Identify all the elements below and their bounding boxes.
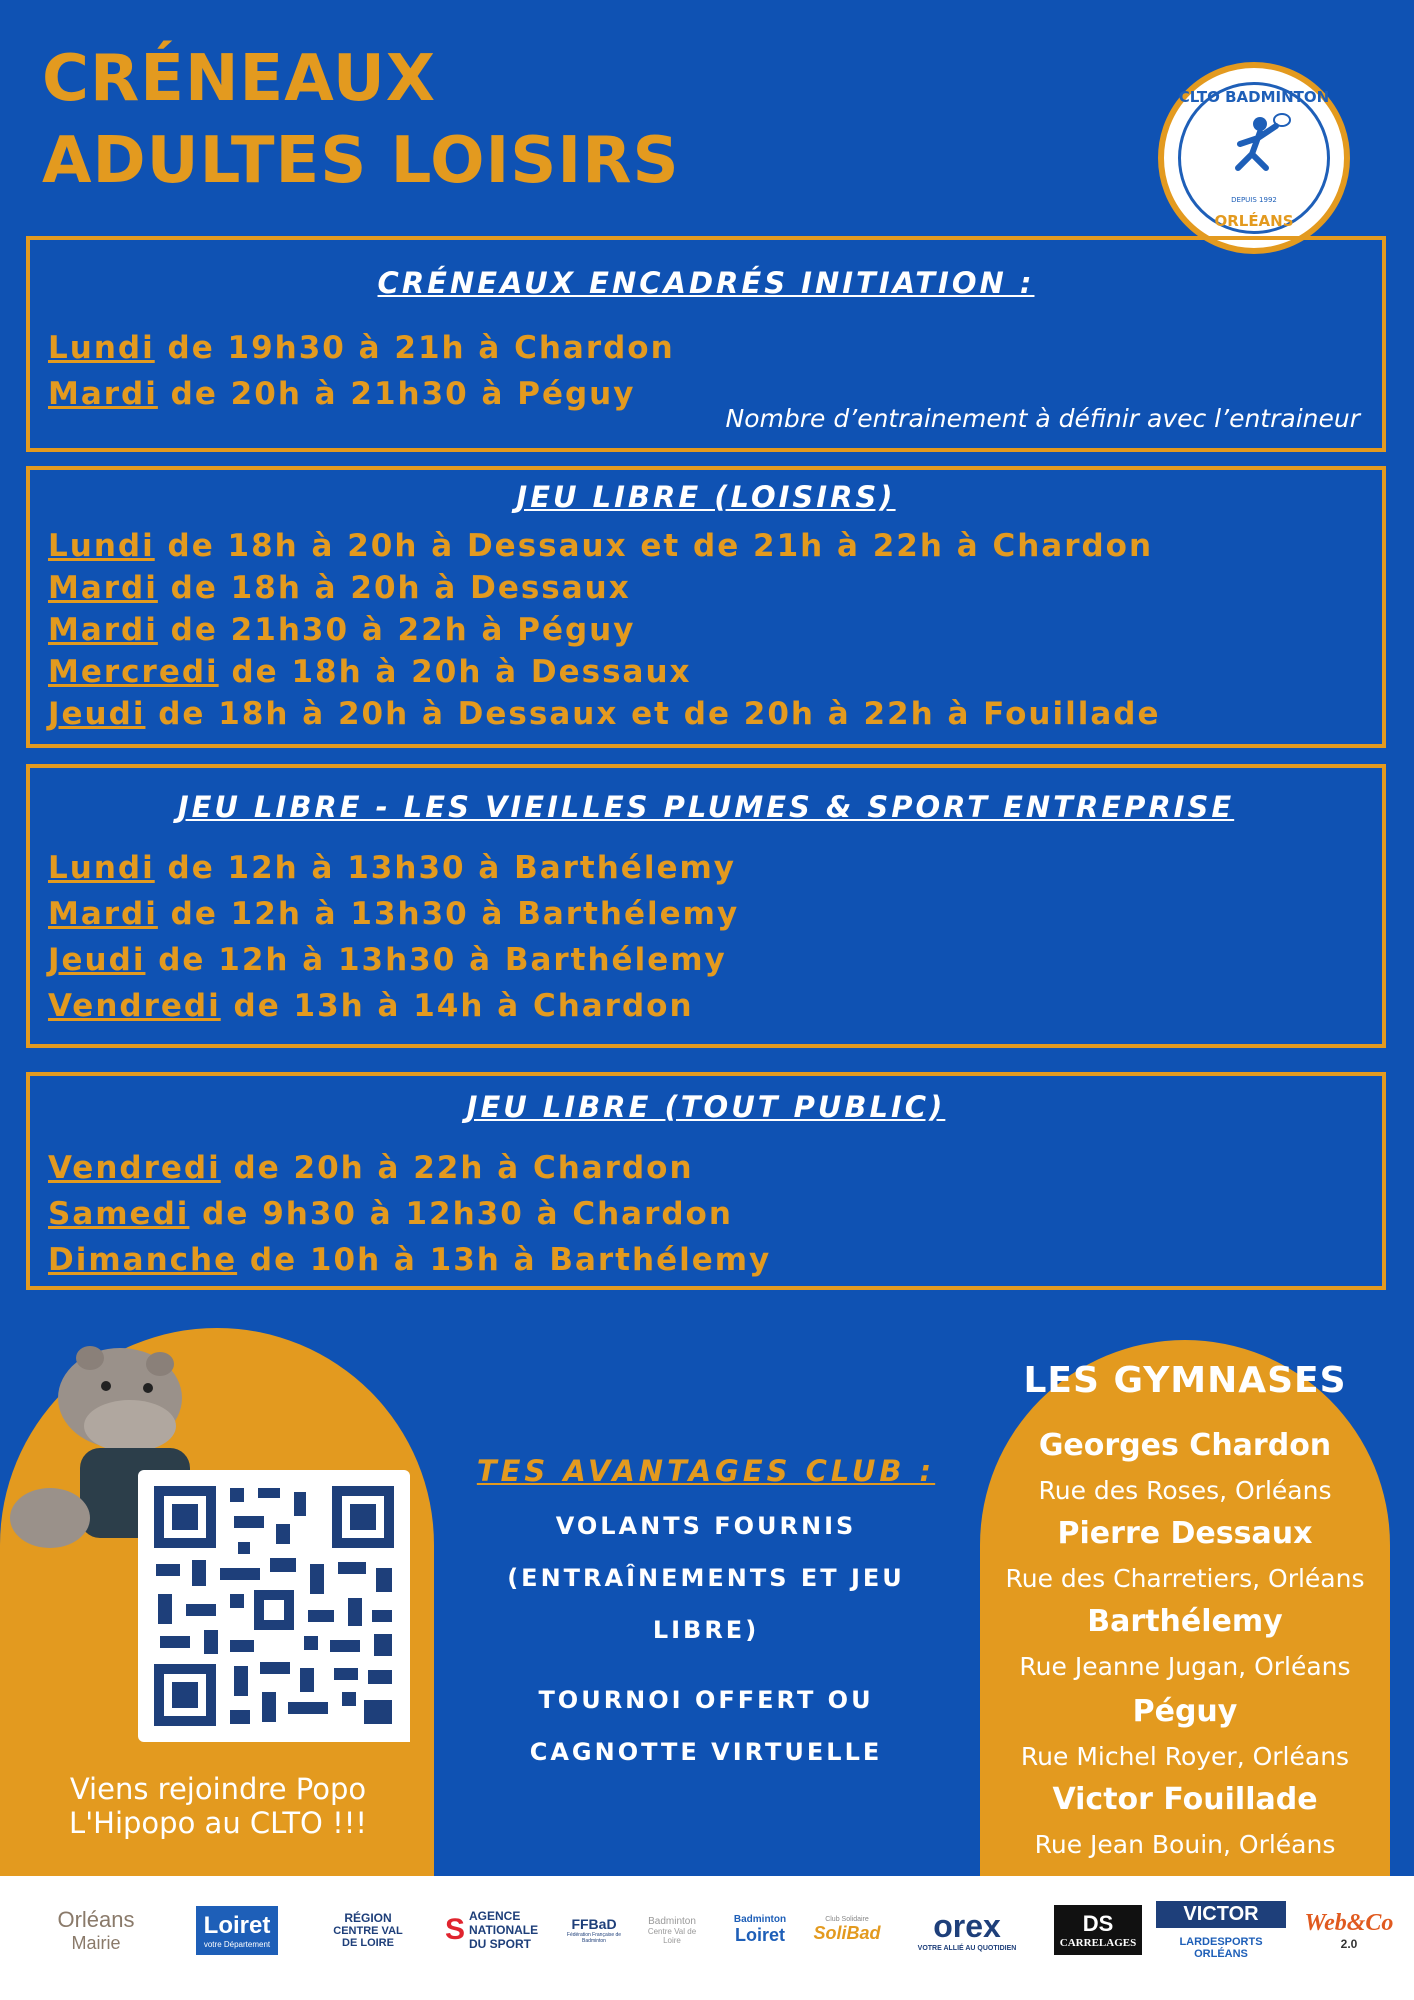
sponsor-line: FFBaD: [571, 1916, 617, 1932]
schedule-row: [48, 1242, 771, 1278]
logo-since: DEPUIS 1992: [1231, 196, 1277, 204]
gym-address: Rue Jeanne Jugan, Orléans: [1019, 1652, 1351, 1681]
advantage-line: CAGNOTTE VIRTUELLE: [529, 1738, 883, 1766]
schedule-text: de 18h à 20h à Dessaux et de 21h à 22h à Chardon: [154, 528, 1154, 564]
schedule-text: de 12h à 13h30 à Barthélemy: [154, 850, 736, 886]
sponsor-orleans: [26, 1890, 166, 1970]
schedule-text: de 9h30 à 12h30 à Chardon: [189, 1196, 733, 1232]
logo-text-top: CLTO BADMINTON: [1178, 88, 1330, 106]
sponsor-line: DS: [1082, 1911, 1114, 1936]
schedule-day: Vendredi: [48, 988, 221, 1024]
sponsor-line: Centre Val de Loire: [647, 1926, 697, 1945]
sponsor-line: Orléans: [57, 1906, 135, 1932]
schedule-row: [48, 1196, 733, 1232]
gym-address: Rue Jean Bouin, Orléans: [1034, 1830, 1336, 1859]
sponsor-ans: [436, 1890, 558, 1970]
sponsor-badminton-cvl: [640, 1890, 704, 1970]
sponsor-line: Fédération Française de Badminton: [566, 1932, 622, 1944]
schedule-text: de 12h à 13h30 à Barthélemy: [145, 942, 727, 978]
sponsor-line: CARRELAGES: [1059, 1937, 1137, 1949]
sponsor-badminton-loiret: [724, 1890, 796, 1970]
schedule-row: [48, 376, 635, 412]
sponsor-line: 2.0: [1340, 1936, 1358, 1951]
sponsor-victor-larde: [1156, 1890, 1286, 1970]
schedule-row: [48, 330, 675, 366]
qr-code[interactable]: [138, 1470, 410, 1742]
sponsor-line: Loiret: [203, 1911, 271, 1939]
box-tout-public-title: JEU LIBRE (TOUT PUBLIC): [466, 1090, 946, 1124]
schedule-day: Samedi: [48, 1196, 190, 1232]
schedule-text: de 10h à 13h à Barthélemy: [237, 1242, 772, 1278]
schedule-day: Mercredi: [48, 654, 219, 690]
box-vieilles-plumes: [26, 764, 1386, 1048]
gym-name: Barthélemy: [1087, 1604, 1283, 1639]
schedule-day: Lundi: [48, 330, 155, 366]
advantages-title: TES AVANTAGES CLUB :: [476, 1454, 936, 1488]
schedule-row: [48, 696, 1161, 732]
sponsor-line: LARDESPORTS ORLÉANS: [1179, 1935, 1263, 1960]
schedule-day: Lundi: [48, 850, 155, 886]
schedule-text: de 19h30 à 21h à Chardon: [154, 330, 675, 366]
advantage-line: TOURNOI OFFERT OU: [538, 1686, 874, 1714]
advantage-item-shuttles: [476, 1500, 936, 1656]
advantage-line: VOLANTS FOURNIS: [555, 1512, 857, 1540]
box-jeu-libre-loisirs: [26, 466, 1386, 748]
join-message: [40, 1772, 396, 1840]
schedule-text: de 18h à 20h à Dessaux: [218, 654, 692, 690]
sponsor-line: VICTOR: [1156, 1901, 1286, 1928]
sponsor-line: VOTRE ALLIÉ AU QUOTIDIEN: [917, 1945, 1017, 1952]
gym-name: Pierre Dessaux: [1057, 1516, 1313, 1551]
sponsor-webco: [1304, 1890, 1394, 1970]
schedule-day: Vendredi: [48, 1150, 221, 1186]
gym-name: Georges Chardon: [1038, 1428, 1332, 1463]
advantage-item-tournament: [476, 1674, 936, 1778]
schedule-text: de 21h30 à 22h à Péguy: [157, 612, 636, 648]
gym-address: Rue des Charretiers, Orléans: [1005, 1564, 1365, 1593]
advantage-line: (ENTRAÎNEMENTS ET JEU: [507, 1564, 905, 1592]
sponsor-line: Badminton: [733, 1914, 787, 1925]
sponsor-line: votre Département: [203, 1939, 271, 1949]
schedule-text: de 18h à 20h à Dessaux et de 20h à 22h à Fouillade: [145, 696, 1161, 732]
advantage-line: LIBRE): [652, 1616, 760, 1644]
schedule-day: Mardi: [48, 570, 158, 606]
gym-name: Péguy: [1132, 1694, 1238, 1729]
sponsor-line: Loiret: [734, 1925, 785, 1945]
sponsor-line: Badminton: [648, 1915, 696, 1927]
sponsor-line: orex: [933, 1908, 1001, 1944]
schedule-day: Jeudi: [48, 942, 146, 978]
schedule-day: Lundi: [48, 528, 155, 564]
schedule-day: Mardi: [48, 612, 158, 648]
sponsor-ds-carrelages: [1046, 1890, 1150, 1970]
badminton-player-icon: [1216, 110, 1296, 190]
gyms-title: LES GYMNASES: [1023, 1360, 1347, 1401]
gym-name: Victor Fouillade: [1052, 1782, 1318, 1817]
gym-address: Rue des Roses, Orléans: [1038, 1476, 1332, 1505]
schedule-row: [48, 528, 1153, 564]
schedule-row: [48, 570, 631, 606]
schedule-row: [48, 654, 692, 690]
schedule-row: [48, 850, 736, 886]
schedule-row: [48, 896, 739, 932]
schedule-row: [48, 1150, 694, 1186]
title-line1: CRÉNEAUX: [42, 42, 437, 116]
schedule-row: [48, 612, 635, 648]
join-line2: L'Hipopo au CLTO !!!: [69, 1806, 367, 1840]
schedule-day: Jeudi: [48, 696, 146, 732]
box-vieilles-plumes-title: JEU LIBRE - LES VIEILLES PLUMES & SPORT ENTREPRISE: [177, 790, 1235, 824]
schedule-row: [48, 988, 694, 1024]
sponsor-solibad: [806, 1890, 888, 1970]
sponsor-ffbad: [562, 1890, 626, 1970]
qr-code-icon: [138, 1470, 410, 1742]
sponsor-line: Club Solidaire: [825, 1916, 869, 1923]
schedule-text: de 18h à 20h à Dessaux: [157, 570, 631, 606]
schedule-day: Mardi: [48, 896, 158, 932]
gym-address: Rue Michel Royer, Orléans: [1020, 1742, 1350, 1771]
sponsor-line: Mairie: [71, 1932, 121, 1953]
box-initiation: [26, 236, 1386, 452]
sponsor-line: AGENCE NATIONALE: [469, 1909, 539, 1937]
schedule-day: Dimanche: [48, 1242, 238, 1278]
schedule-text: de 20h à 22h à Chardon: [220, 1150, 694, 1186]
sponsor-orex: [912, 1890, 1022, 1970]
logo-text-bottom: ORLÉANS: [1214, 212, 1294, 230]
sponsor-line: SoliBad: [813, 1923, 881, 1943]
box-tout-public: [26, 1072, 1386, 1290]
ans-icon: S: [444, 1913, 465, 1946]
sponsor-region: [312, 1890, 424, 1970]
club-logo: [1158, 62, 1350, 254]
box-initiation-title: CRÉNEAUX ENCADRÉS INITIATION :: [377, 266, 1035, 300]
schedule-text: de 20h à 21h30 à Péguy: [157, 376, 636, 412]
sponsor-line: Web&Co: [1304, 1909, 1394, 1936]
join-line1: Viens rejoindre Popo: [69, 1772, 367, 1806]
box-loisirs-title: JEU LIBRE (LOISIRS): [516, 480, 896, 514]
page-title: [42, 38, 680, 202]
box-initiation-note: Nombre d’entrainement à définir avec l’entraineur: [725, 404, 1360, 433]
title-line2: ADULTES LOISIRS: [42, 124, 680, 198]
schedule-text: de 12h à 13h30 à Barthélemy: [157, 896, 740, 932]
sponsor-line: DU SPORT: [469, 1937, 532, 1951]
sponsor-loiret: [178, 1890, 296, 1970]
schedule-day: Mardi: [48, 376, 158, 412]
schedule-row: [48, 942, 727, 978]
sponsor-line: RÉGION: [344, 1911, 392, 1925]
schedule-text: de 13h à 14h à Chardon: [220, 988, 694, 1024]
sponsor-line: CENTRE VAL DE LOIRE: [333, 1925, 403, 1949]
